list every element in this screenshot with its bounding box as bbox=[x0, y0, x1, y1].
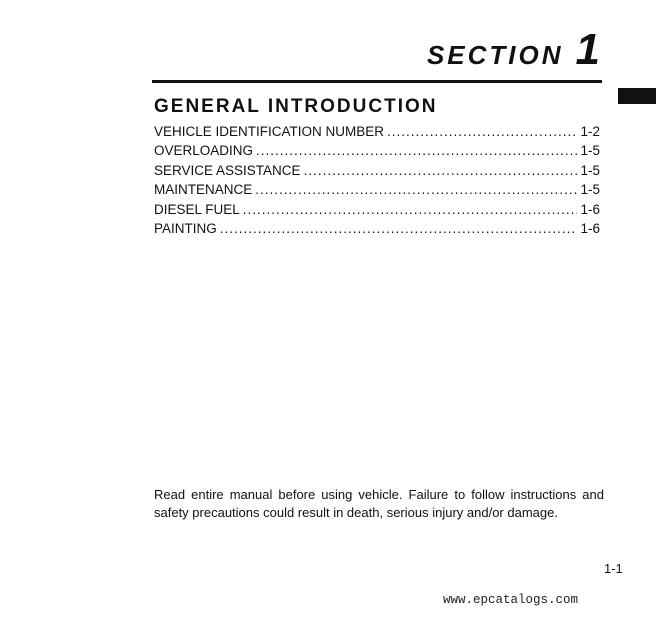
toc-entry-page: 1-5 bbox=[580, 143, 600, 159]
toc-leader-dots bbox=[243, 202, 578, 217]
section-label: SECTION bbox=[426, 40, 564, 70]
watermark: www.epcatalogs.com bbox=[443, 593, 579, 607]
section-number: 1 bbox=[575, 25, 600, 74]
toc-entry-overloading[interactable] bbox=[154, 143, 600, 162]
section-heading bbox=[426, 25, 600, 74]
toc-entry-maintenance[interactable] bbox=[154, 182, 600, 201]
toc-entry-painting[interactable] bbox=[154, 221, 600, 240]
toc-entry-page: 1-6 bbox=[580, 201, 600, 217]
toc-entry-page: 1-5 bbox=[580, 182, 600, 198]
toc-entry-diesel-fuel[interactable] bbox=[154, 202, 600, 221]
toc-entry-title: VEHICLE IDENTIFICATION NUMBER bbox=[154, 124, 385, 139]
section-edge-tab bbox=[618, 88, 656, 104]
toc-entry-title: DIESEL FUEL bbox=[154, 201, 240, 217]
toc-leader-dots bbox=[304, 163, 578, 178]
page-title: GENERAL INTRODUCTION bbox=[154, 96, 438, 117]
toc-entry-title: SERVICE ASSISTANCE bbox=[154, 162, 301, 178]
toc-entry-title: MAINTENANCE bbox=[154, 182, 253, 198]
toc-entry-title: PAINTING bbox=[154, 220, 217, 236]
toc-entry-vehicle-identification-number[interactable] bbox=[154, 124, 600, 143]
toc-leader-dots bbox=[255, 182, 577, 197]
toc-leader-dots bbox=[387, 124, 577, 139]
toc-entry-title: OVERLOADING bbox=[154, 143, 254, 159]
page-number: 1-1 bbox=[604, 561, 623, 576]
toc-entry-page: 1-5 bbox=[580, 162, 600, 178]
toc-entry-page: 1-2 bbox=[580, 124, 600, 139]
toc-leader-dots bbox=[220, 221, 578, 236]
toc-leader-dots bbox=[256, 143, 577, 158]
safety-warning: Read entire manual before using vehicle. Failure to follow instructions and safety precautions could result in death, serious injury and/or damage. bbox=[154, 487, 604, 520]
toc-entry-service-assistance[interactable] bbox=[154, 163, 600, 182]
toc-entry-page: 1-6 bbox=[580, 220, 600, 236]
header-rule bbox=[152, 80, 602, 83]
table-of-contents bbox=[154, 124, 600, 240]
